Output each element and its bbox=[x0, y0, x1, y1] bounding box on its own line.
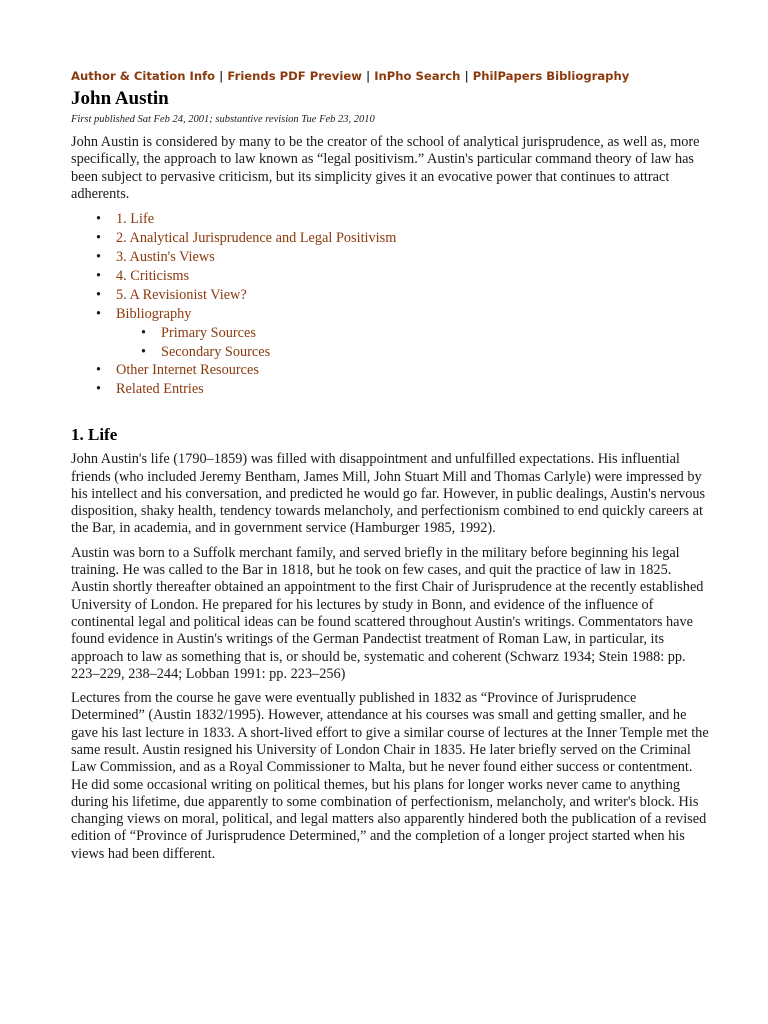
toc-item-austins-views bbox=[96, 248, 711, 267]
link-separator: | bbox=[219, 69, 228, 83]
top-links-bar bbox=[71, 68, 711, 84]
toc-item-criticisms bbox=[96, 267, 711, 286]
section-heading-life: 1. Life bbox=[71, 425, 118, 445]
table-of-contents bbox=[71, 210, 711, 399]
toc-link-secondary-sources[interactable]: Secondary Sources bbox=[161, 343, 271, 360]
toc-item-revisionist-view bbox=[96, 286, 711, 305]
toc-item-primary-sources bbox=[141, 324, 711, 343]
toc-link-other-internet-resources[interactable]: Other Internet Resources bbox=[116, 362, 259, 379]
toc-link-life[interactable]: 1. Life bbox=[116, 211, 155, 228]
toc-item-related-entries bbox=[96, 380, 711, 399]
toc-bibliography-sublist bbox=[116, 324, 711, 362]
toc-link-primary-sources[interactable]: Primary Sources bbox=[161, 324, 256, 341]
toc-link-related-entries[interactable]: Related Entries bbox=[116, 381, 204, 398]
friends-pdf-preview-link[interactable]: Friends PDF Preview bbox=[227, 69, 362, 83]
inpho-search-link[interactable]: InPho Search bbox=[374, 69, 461, 83]
toc-link-criticisms[interactable]: 4. Criticisms bbox=[116, 267, 190, 284]
toc-link-bibliography[interactable]: Bibliography bbox=[116, 305, 192, 322]
link-separator: | bbox=[365, 69, 375, 83]
toc-link-analytical-jurisprudence[interactable]: 2. Analytical Jurisprudence and Legal Positivism bbox=[116, 230, 397, 247]
article bbox=[71, 68, 711, 863]
toc-link-revisionist-view[interactable]: 5. A Revisionist View? bbox=[116, 286, 247, 303]
toc-link-austins-views[interactable]: 3. Austin's Views bbox=[116, 249, 215, 265]
toc-item-secondary-sources bbox=[141, 343, 711, 362]
article-title: John Austin bbox=[71, 88, 169, 109]
philpapers-bibliography-link[interactable]: PhilPapers Bibliography bbox=[472, 69, 630, 83]
publication-info: First published Sat Feb 24, 2001; substantive revision Tue Feb 23, 2010 bbox=[71, 114, 375, 125]
preamble-paragraph: John Austin is considered by many to be the creator of the school of analytical jurisprudence, as well as, more specifically, the approach to law known as “legal positivism.” Austin's particular command theory of law has been subject to pervasive criticism, but its simplicity gives it an evocative power that continues to attract adherents. bbox=[71, 134, 700, 202]
link-separator: | bbox=[464, 69, 473, 83]
toc-item-life bbox=[96, 210, 711, 229]
author-citation-info-link[interactable]: Author & Citation Info bbox=[71, 69, 216, 83]
section-paragraph: John Austin's life (1790–1859) was filled with disappointment and unfulfilled expectations. His influential friends (who included Jeremy Bentham, James Mill, John Stuart Mill and Thomas Carlyle) were impressed by his intellect and his conversation, and predicted he would go far. However, in public dealings, Austin's nervous disposition, shaky health, tendency towards melancholy, and perfectionism combined to end quickly careers at the Bar, in academia, and in government service (Hamburger 1985, 1992). bbox=[71, 451, 706, 537]
toc-item-analytical-jurisprudence bbox=[96, 229, 711, 248]
toc-item-other-internet-resources bbox=[96, 361, 711, 380]
section-paragraph: Austin was born to a Suffolk merchant family, and served briefly in the military before beginning his legal training. He was called to the Bar in 1818, but he took on few cases, and quit the practice of law in 1825. Austin shortly thereafter obtained an appointment to the first Chair of Jurisprudence at the recently established University of London. He prepared for his lectures by study in Bonn, and evidence of the influence of continental legal and political ideas can be found scattered throughout Austin's writings. Commentators have found evidence in Austin's writings of the German Pandectist treatment of Roman Law, in particular, its approach to law as something that is, or should be, systematic and coherent (Schwarz 1934; Stein 1988: pp. 223–229, 238–244; Lobban 1991: pp. 223–256) bbox=[71, 544, 704, 682]
section-paragraph: Lectures from the course he gave were eventually published in 1832 as “Province of Jurisprudence Determined” (Austin 1832/1995). However, attendance at his courses was small and getting smaller, and he gave his last lecture in 1833. A short-lived effort to give a similar course of lectures at the Inner Temple met the same result. Austin resigned his University of London Chair in 1835. He later briefly served on the Criminal Law Commission, and as a Royal Commissioner to Malta, but he never found either success or contentment. He did some occasional writing on political themes, but his plans for longer works never came to anything during his lifetime, due apparently to some combination of perfectionism, melancholy, and writer's block. His changing views on moral, political, and legal matters also apparently hindered both the publication of a revised edition of “Province of Jurisprudence Determined,” and the completion of a longer project started when his views had been different. bbox=[71, 690, 709, 862]
toc-item-bibliography bbox=[96, 305, 711, 362]
